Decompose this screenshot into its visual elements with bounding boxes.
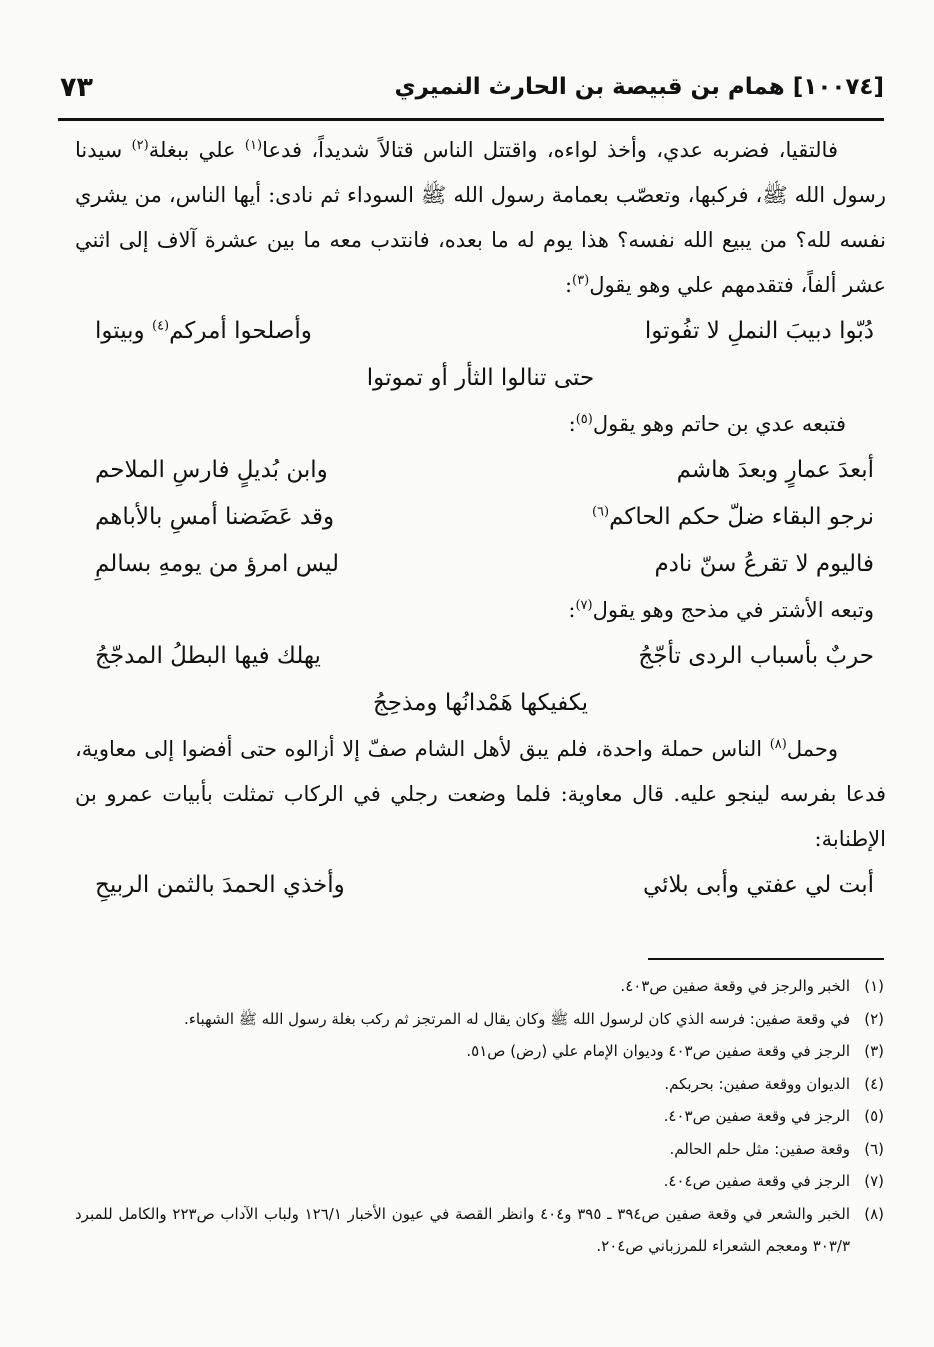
footnote-ref[interactable]: (٤)	[151, 318, 170, 334]
footnote-ref[interactable]: (٧)	[575, 598, 593, 613]
footnote-number: (٥)	[864, 1107, 884, 1125]
paragraph-2: وحمل$^{(٨)}$ الناس حملة واحدة، فلم يبق لأهل الشام صفّ إلا أزالوه حتى أفضوا إلى معاوية، فدعا بفرسه لينجو عليه. قال معاوية: فلما وضعت رجلي في الركاب تمثلت بأبيات عمرو بن الإطنابة:	[75, 737, 886, 851]
running-title: [١٠٠٧٤] همام بن قبيصة بن الحارث النميري	[394, 74, 884, 100]
footnote	[75, 1035, 884, 1068]
footnote-number: (٨)	[864, 1204, 884, 1223]
footnote	[75, 1165, 884, 1198]
verse-line	[75, 862, 886, 909]
footnote-ref[interactable]: (٥)	[575, 412, 593, 427]
verse-hemistich-left: وقد عَضَضنا أمسِ بالأباهم	[95, 504, 335, 530]
footnote	[75, 1133, 884, 1166]
footnote	[75, 970, 884, 1003]
footnote-number: (٦)	[864, 1139, 884, 1158]
verse-line-centered: يكفيكها هَمْدانُها ومذحِجُ	[372, 690, 589, 716]
footnote-number: (٤)	[864, 1074, 884, 1093]
footnote-ref[interactable]: (١)	[244, 138, 263, 153]
footnote-number: (٧)	[864, 1172, 884, 1190]
main-text	[75, 128, 886, 909]
page-header	[60, 62, 884, 112]
verse-line	[75, 633, 886, 680]
footnote	[75, 1068, 884, 1101]
verse-line	[75, 447, 886, 494]
page-number: ٧٣	[60, 71, 93, 103]
footnotes	[75, 970, 884, 1263]
verse-intro: وتبعه الأشتر في مذحج وهو يقول$^{(٧)}$:	[568, 598, 874, 622]
verse-hemistich-left: وابن بُديلٍ فارسِ الملاحم	[95, 457, 328, 483]
verse-line	[75, 494, 886, 541]
footnote-ref[interactable]: (٦)	[591, 504, 610, 520]
footnote	[75, 1100, 884, 1133]
footnote-text: وقعة صفين: مثل حلم الحالم.	[669, 1139, 850, 1158]
paragraph-1: فالتقيا، فضربه عدي، وأخذ لواءه، واقتتل الناس قتالاً شديداً، فدعا$^{(١)}$ علي ببغلة$^{(٢)}$ سيدنا رسول الله ﷺ، فركبها، وتعصّب بعمامة رسول الله ﷺ السوداء ثم نادى: أيها الناس، من يشري نفسه لله؟ من يبيع الله نفسه؟ هذا يوم له ما بعده، فانتدب معه ما بين عشرة آلاف إلى اثني عشر ألفاً، فتقدمهم علي وهو يقول$^{(٣)}$:	[75, 138, 886, 297]
footnote-ref[interactable]: (٨)	[769, 737, 787, 752]
footnote-number: (٣)	[864, 1042, 884, 1060]
footnote-text: الرجز في وقعة صفين ص٤٠٣.	[663, 1107, 850, 1125]
verse-hemistich-right: فاليوم لا تقرعُ سنّ نادم	[654, 551, 874, 577]
verse-hemistich-left: وأخذي الحمدَ بالثمن الربيحِ	[95, 872, 345, 898]
footnote-number: (٢)	[864, 1009, 884, 1028]
verse-intro: فتبعه عدي بن حاتم وهو يقول$^{(٥)}$:	[568, 412, 846, 436]
verse-hemistich-right: دُبّوا دبيبَ النملِ لا تفُوتوا	[644, 318, 874, 344]
verse-hemistich-right: نرجو البقاء ضلّ حكم الحاكم$^{(٦)}$	[591, 504, 874, 530]
footnote	[75, 1198, 884, 1263]
footnote-text: الخبر والشعر في وقعة صفين ص٣٩٤ ـ ٣٩٥ و٤٠٤ وانظر القصة في عيون الأخبار ١٢٦/١ ولباب الآداب ص٢٢٣ والكامل للمبرد ٣٠٣/٣ ومعجم الشعراء للمرزباني ص٢٠٤.	[75, 1204, 850, 1255]
verse-hemistich-left: وأصلحوا أمركم$^{(٤)}$ وبيتوا	[95, 318, 312, 344]
footnote-text: الخبر والرجز في وقعة صفين ص٤٠٣.	[620, 977, 850, 995]
verse-hemistich-left: ليس امرؤ من يومهِ بسالمِ	[95, 551, 340, 577]
footnote-text: في وقعة صفين: فرسه الذي كان لرسول الله ﷺ وكان يقال له المرتجز ثم ركب بغلة رسول الله ﷺ الشهباء.	[184, 1009, 850, 1028]
footnote	[75, 1003, 884, 1036]
footnote-ref[interactable]: (٢)	[131, 138, 149, 153]
verse-line	[75, 308, 886, 355]
footnote-text: الرجز في وقعة صفين ص٤٠٣ وديوان الإمام علي (رض) ص٥١.	[466, 1042, 850, 1060]
verse-hemistich-right: أبعدَ عمارٍ وبعدَ هاشم	[676, 457, 874, 483]
footnote-text: الرجز في وقعة صفين ص٤٠٤.	[663, 1172, 850, 1190]
verse-hemistich-left: يهلك فيها البطلُ المدجّجُ	[95, 643, 321, 669]
verse-hemistich-right: أبت لي عفتي وأبى بلائي	[642, 872, 874, 898]
header-rule	[58, 118, 884, 121]
footnotes-separator	[648, 958, 884, 960]
verse-line	[75, 541, 886, 588]
footnote-number: (١)	[864, 977, 884, 995]
footnote-ref[interactable]: (٣)	[572, 273, 590, 288]
footnote-text: الديوان ووقعة صفين: بحربكم.	[664, 1074, 850, 1093]
verse-hemistich-right: حربٌ بأسباب الردى تأجّجُ	[638, 643, 874, 669]
verse-line-centered: حتى تنالوا الثأر أو تموتوا	[366, 365, 595, 391]
